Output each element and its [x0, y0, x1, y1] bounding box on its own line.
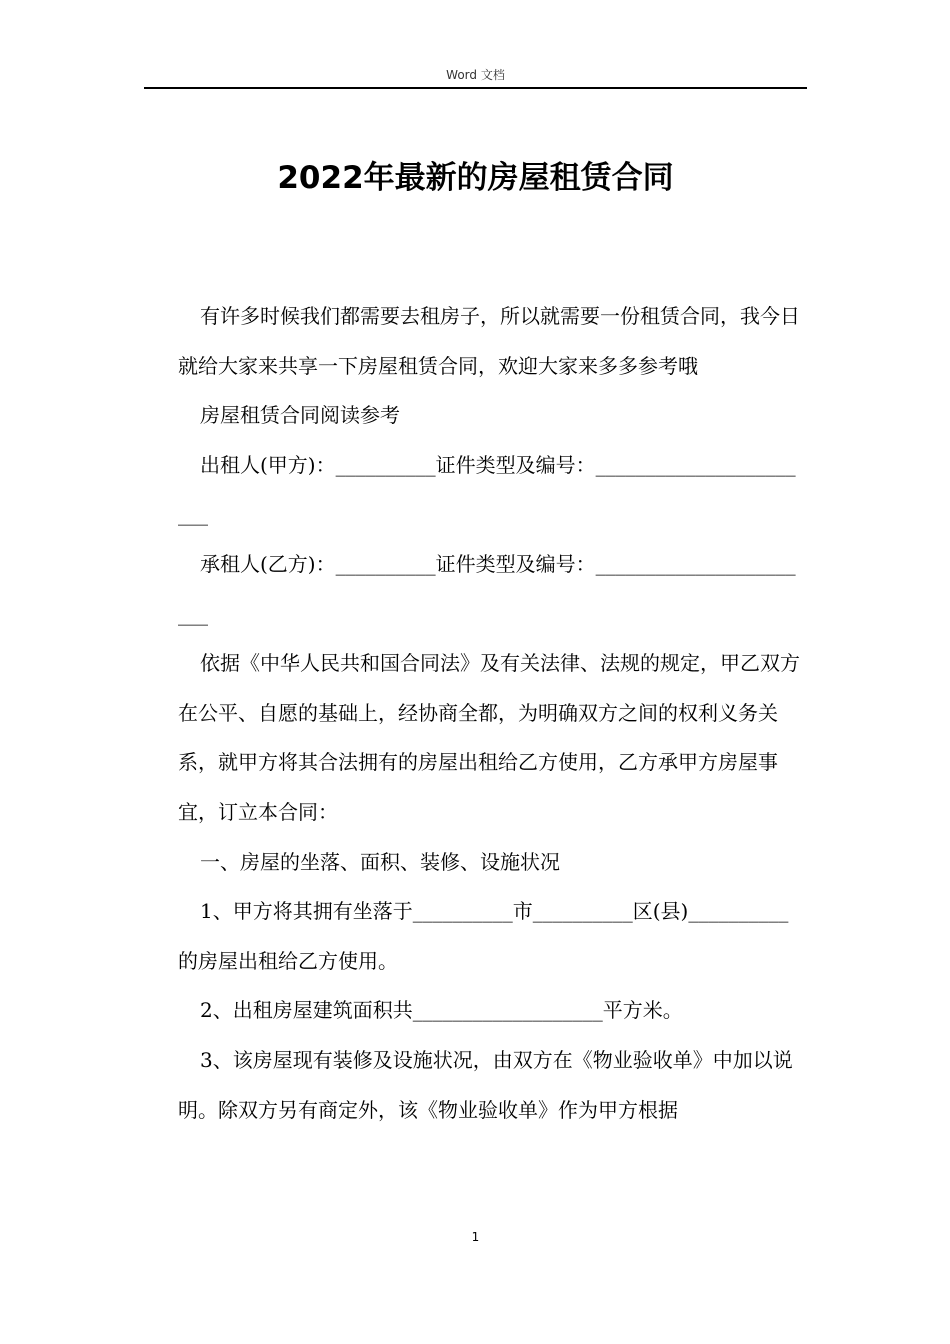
clause-3: 3、该房屋现有装修及设施状况，由双方在《物业验收单》中加以说明。除双方另有商定外，该《物业验收单》作为甲方根据	[178, 1047, 793, 1122]
paragraph-intro: 有许多时候我们都需要去租房子，所以就需要一份租赁合同，我今日就给大家来共享一下房屋租赁合同，欢迎大家来多多参考哦	[178, 304, 800, 378]
header-divider	[144, 87, 807, 89]
document-body	[178, 292, 804, 1135]
section-heading-1: 一、房屋的坐落、面积、装修、设施状况	[200, 849, 560, 874]
paragraph-reference: 房屋租赁合同阅读参考	[200, 403, 400, 428]
document-title: 2022年最新的房屋租赁合同	[277, 160, 674, 196]
paragraph-lessee: 承租人(乙方)：__________证件类型及编号：_______________________	[178, 551, 796, 626]
page-header: Word 文档	[446, 68, 505, 82]
paragraph-lessor: 出租人(甲方)：__________证件类型及编号：_______________________	[178, 452, 796, 527]
clause-1: 1、甲方将其拥有坐落于__________市__________区(县)__________的房屋出租给乙方使用。	[178, 899, 789, 973]
paragraph-basis: 依据《中华人民共和国合同法》及有关法律、法规的规定，甲乙双方在公平、自愿的基础上，经协商全都，为明确双方之间的权利义务关系，就甲方将其合法拥有的房屋出租给乙方使用，乙方承甲方房屋事宜，订立本合同：	[178, 651, 800, 824]
clause-2: 2、出租房屋建筑面积共___________________平方米。	[200, 998, 683, 1023]
page-number: 1	[471, 1230, 480, 1244]
